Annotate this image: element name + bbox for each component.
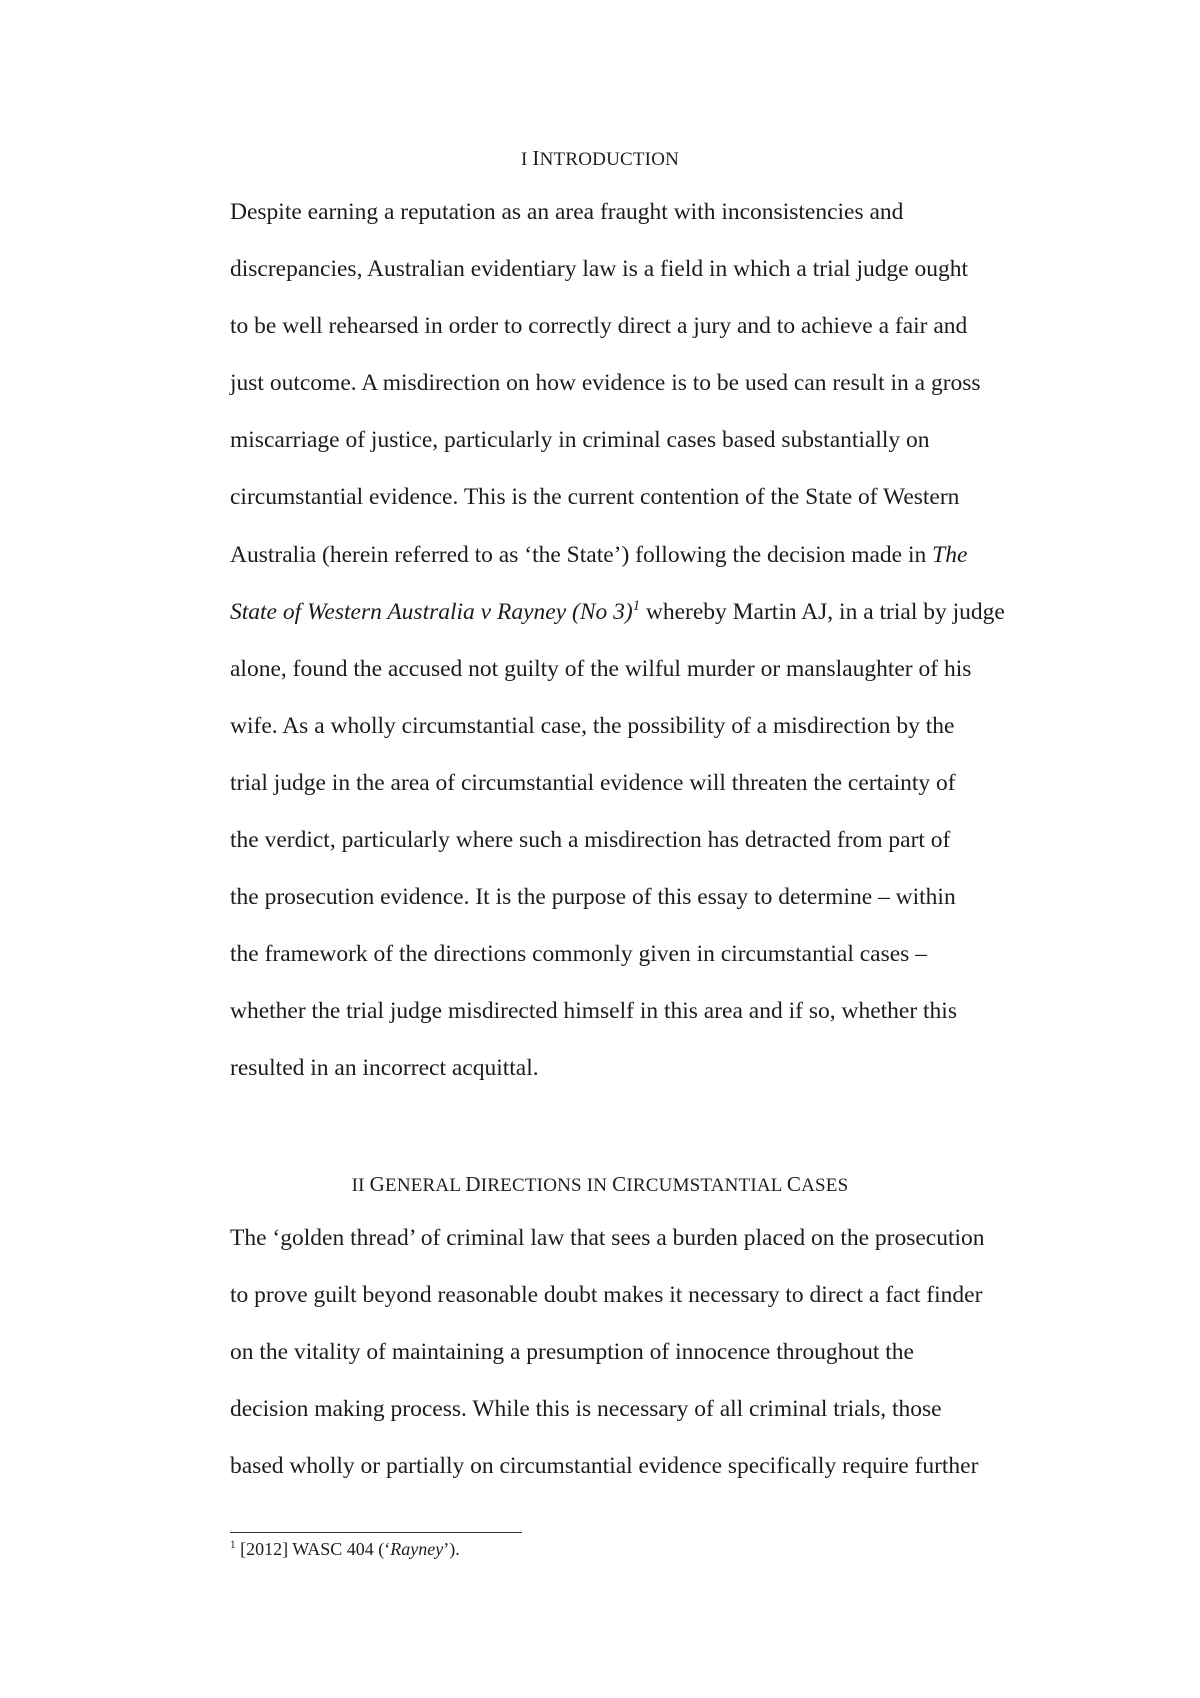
text-line: to be well rehearsed in order to correctly direct a jury and to achieve a fair and bbox=[230, 313, 968, 340]
text-line: whether the trial judge misdirected himself in this area and if so, whether this bbox=[230, 998, 957, 1025]
heading-cap: I bbox=[532, 146, 540, 170]
heading-cap: D bbox=[465, 1172, 481, 1196]
general-directions-paragraph bbox=[230, 1210, 1090, 1495]
text-line: based wholly or partially on circumstantial evidence specifically require further bbox=[230, 1453, 979, 1480]
case-name-italic: The bbox=[932, 541, 968, 568]
heading-numeral: II bbox=[351, 1175, 370, 1196]
text-line: alone, found the accused not guilty of the wilful murder or manslaughter of his bbox=[230, 655, 972, 682]
text-line: just outcome. A misdirection on how evidence is to be used can result in a gross bbox=[230, 370, 981, 397]
heading-cap: C bbox=[786, 1172, 802, 1196]
heading-small-caps: IRCUMSTANTIAL bbox=[626, 1175, 787, 1196]
section-heading-general-directions bbox=[0, 1172, 1200, 1197]
text-line: Despite earning a reputation as an area fraught with inconsistencies and bbox=[230, 199, 904, 225]
text-line: resulted in an incorrect acquittal. bbox=[230, 1055, 539, 1082]
text-line: decision making process. While this is necessary of all criminal trials, those bbox=[230, 1396, 942, 1423]
text-line: circumstantial evidence. This is the current contention of the State of Western bbox=[230, 484, 960, 511]
heading-small-caps: ASES bbox=[801, 1175, 849, 1196]
text-line: miscarriage of justice, particularly in criminal cases based substantially on bbox=[230, 427, 930, 454]
text-line bbox=[230, 527, 1090, 584]
text-line: The ‘golden thread’ of criminal law that sees a burden placed on the prosecution bbox=[230, 1225, 985, 1251]
footnote-text-end: ’). bbox=[443, 1539, 460, 1559]
text-fragment: whereby Martin AJ, in a trial by judge bbox=[639, 598, 1005, 625]
case-name-italic: State of Western Australia v Rayney (No 3) bbox=[230, 598, 633, 625]
text-fragment: Australia (herein referred to as ‘the State’) following the decision made in bbox=[230, 541, 933, 568]
text-line: to prove guilt beyond reasonable doubt makes it necessary to direct a fact finder bbox=[230, 1282, 983, 1309]
heading-numeral: I bbox=[520, 149, 533, 170]
text-line: discrepancies, Australian evidentiary law is a field in which a trial judge ought bbox=[230, 256, 969, 283]
footnote-text: [2012] WASC 404 (‘ bbox=[235, 1539, 391, 1559]
introduction-paragraph bbox=[230, 184, 1090, 1098]
heading-cap: C bbox=[612, 1172, 627, 1196]
heading-cap: G bbox=[369, 1172, 386, 1196]
text-line: on the vitality of maintaining a presumption of innocence throughout the bbox=[230, 1339, 914, 1366]
text-line: the framework of the directions commonly given in circumstantial cases – bbox=[230, 941, 927, 968]
text-line: trial judge in the area of circumstantial evidence will threaten the certainty of bbox=[230, 769, 956, 796]
heading-small-caps: IRECTIONS IN bbox=[480, 1175, 613, 1196]
text-line: wife. As a wholly circumstantial case, the possibility of a misdirection by the bbox=[230, 712, 955, 739]
footnote bbox=[230, 1539, 460, 1560]
footnote-reference: 1 bbox=[632, 597, 640, 614]
section-heading-introduction bbox=[0, 146, 1200, 171]
text-line bbox=[230, 584, 1090, 641]
heading-small-caps: NTRODUCTION bbox=[539, 149, 680, 170]
text-line: the prosecution evidence. It is the purpose of this essay to determine – within bbox=[230, 884, 956, 911]
footnote-number: 1 bbox=[230, 1539, 236, 1551]
footnote-separator bbox=[230, 1532, 522, 1533]
heading-small-caps: ENERAL bbox=[385, 1175, 466, 1196]
text-line: the verdict, particularly where such a misdirection has detracted from part of bbox=[230, 827, 951, 854]
footnote-italic: Rayney bbox=[390, 1539, 444, 1559]
